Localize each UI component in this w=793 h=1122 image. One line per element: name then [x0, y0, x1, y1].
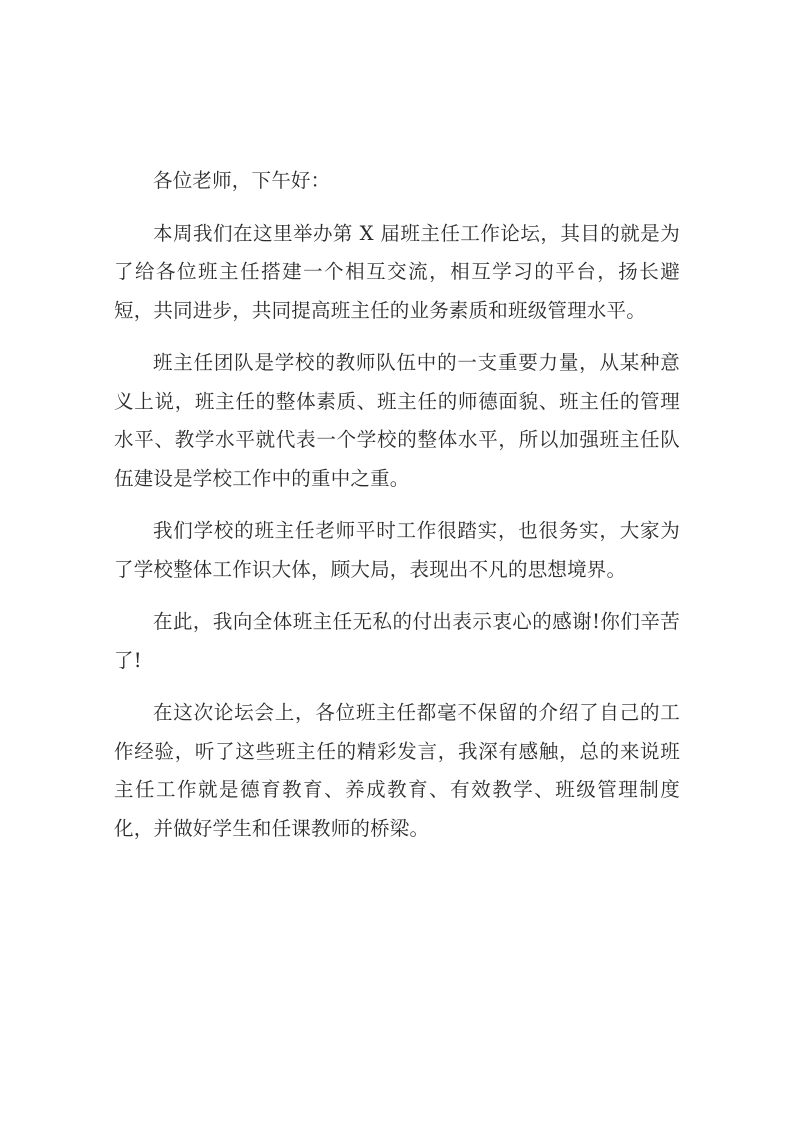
- paragraph-salutation: 各位老师，下午好：: [153, 169, 331, 192]
- paragraph-teachers-praise: 我们学校的班主任老师平时工作很踏实，也很务实，大家为了学校整体工作识大体，顾大局，表现出不凡的思想境界。: [114, 519, 680, 581]
- paragraph-spacer: [114, 687, 680, 694]
- paragraph-spacer: [114, 208, 680, 215]
- document-body: [114, 162, 680, 848]
- paragraph-spacer: [114, 337, 680, 344]
- paragraph-forum-summary: 在这次论坛会上，各位班主任都毫不保留的介绍了自己的工作经验，听了这些班主任的精彩发言，我深有感触，总的来说班主任工作就是德育教育、养成教育、有效教学、班级管理制度化，并做好学生和任课教师的桥梁。: [114, 701, 680, 840]
- paragraph-opening-purpose: 本周我们在这里举办第 X 届班主任工作论坛，其目的就是为了给各位班主任搭建一个相互交流，相互学习的平台，扬长避短，共同进步，共同提高班主任的业务素质和班级管理水平。: [114, 221, 680, 322]
- paragraph-thanks: 在此，我向全体班主任无私的付出表示衷心的感谢!你们辛苦了!: [114, 610, 680, 672]
- paragraph-team-importance: 班主任团队是学校的教师队伍中的一支重要力量，从某种意义上说，班主任的整体素质、班主任的师德面貌、班主任的管理水平、教学水平就代表一个学校的整体水平，所以加强班主任队伍建设是学校工作中的重中之重。: [114, 351, 680, 490]
- paragraph-spacer: [114, 596, 680, 603]
- paragraph-spacer: [114, 505, 680, 512]
